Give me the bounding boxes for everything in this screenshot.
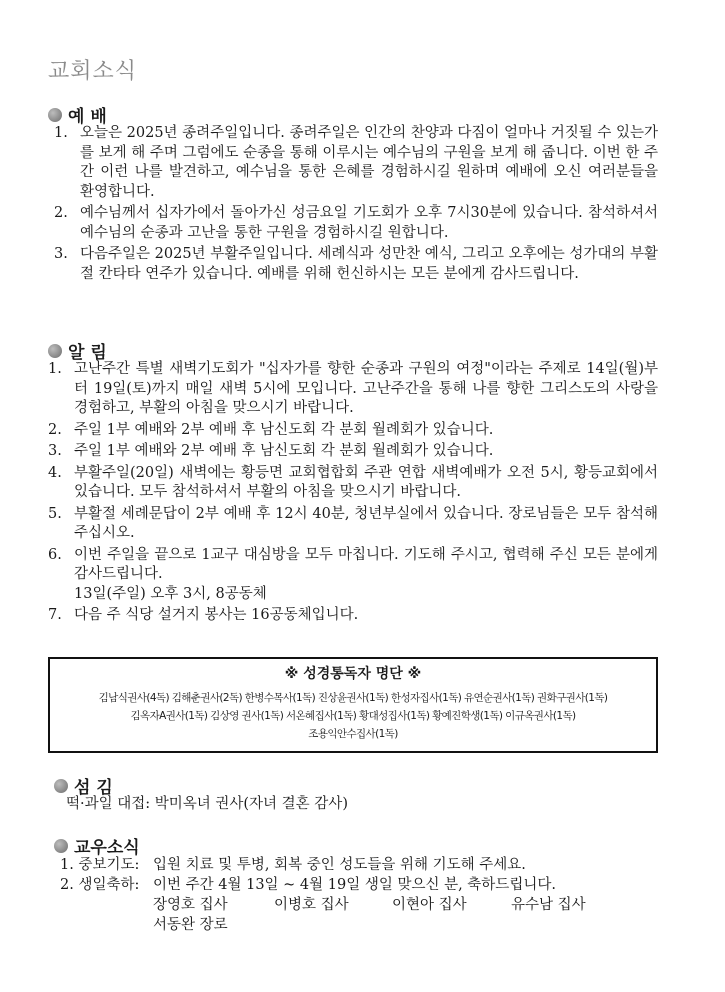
- list-item: [54, 204, 658, 243]
- list-item: [48, 606, 658, 626]
- serving-heading-label: 섬 김: [74, 778, 113, 798]
- birthday-name: 이현아 집사: [392, 897, 467, 913]
- prayer-text: 입원 치료 및 투병, 회복 중인 성도들을 위해 기도해 주세요.: [153, 857, 526, 873]
- bible-readers-box: [48, 657, 658, 753]
- list-item: [48, 464, 658, 503]
- item-number: 3.: [54, 246, 68, 262]
- item-number: 5.: [48, 505, 62, 522]
- notice-list: [48, 360, 658, 626]
- worship-heading-label: 예 배: [68, 107, 107, 127]
- birthday-label: 2. 생일축하:: [60, 877, 140, 893]
- item-text: 고난주간 특별 새벽기도회가 "십자가를 향한 순종과 구원의 여정"이라는 주제로 14일(월)부터 19일(토)까지 매일 새벽 5시에 모입니다. 고난주간을 통해 나를 향한 그리스도의 사랑을 경험하고, 부활의 아침을 맞으시기 바랍니다.: [74, 361, 658, 416]
- birthday-name: 이병호 집사: [274, 897, 349, 913]
- item-number: 1.: [54, 125, 68, 141]
- serving-text: 떡·과일 대접: 박미옥녀 권사(자녀 결혼 감사): [66, 796, 348, 812]
- bullet-icon: [48, 108, 62, 122]
- bullet-icon: [48, 344, 62, 358]
- members-heading-label: 교우소식: [74, 838, 140, 858]
- item-text: 이번 주일을 끝으로 1교구 대심방을 모두 마칩니다. 기도해 주시고, 협력해 주신 모든 분에게 감사드립니다.: [74, 546, 658, 582]
- bible-readers-title: ※ 성경통독자 명단 ※: [284, 666, 422, 682]
- item-subtext: 13일(주일) 오후 3시, 8공동체: [74, 585, 267, 602]
- page-title: 교회소식: [48, 59, 138, 84]
- item-number: 6.: [48, 546, 62, 563]
- bullet-icon: [54, 839, 68, 853]
- prayer-label: 1. 중보기도:: [60, 857, 140, 873]
- notice-heading-label: 알 림: [68, 343, 107, 363]
- item-text: 주일 1부 예배와 2부 예배 후 남신도회 각 분회 월례회가 있습니다.: [74, 443, 494, 459]
- list-item: [48, 421, 658, 441]
- list-item: [48, 360, 658, 419]
- item-text: 주일 1부 예배와 2부 예배 후 남신도회 각 분회 월례회가 있습니다.: [74, 421, 494, 438]
- item-text: 부활절 세례문답이 2부 예배 후 12시 40분, 청년부실에서 있습니다. 장로님들은 모두 참석해 주십시오.: [74, 505, 658, 541]
- item-text: 예수님께서 십자가에서 돌아가신 성금요일 기도회가 오후 7시30분에 있습니다. 참석하셔서 예수님의 순종과 고난을 통한 구원을 경험하시길 원합니다.: [80, 205, 658, 241]
- item-text: 다음 주 식당 설거지 봉사는 16공동체입니다.: [74, 607, 359, 623]
- list-item: [48, 442, 658, 462]
- bible-readers-line: 조용익안수집사(1독): [308, 728, 398, 740]
- bullet-icon: [54, 779, 68, 793]
- item-text: 부활주일(20일) 새벽에는 황등면 교회협합회 주관 연합 새벽예배가 오전 5시, 황등교회에서 있습니다. 모두 참석하셔서 부활의 아침을 맞으시기 바랍니다.: [74, 464, 658, 500]
- item-number: 7.: [48, 607, 62, 623]
- bible-readers-line: 김옥자A권사(1독) 김상영 권사(1독) 서온혜집사(1독) 황대성집사(1독) 황예진학생(1독) 이규옥권사(1독): [130, 710, 576, 722]
- list-item: [48, 546, 658, 605]
- item-number: 2.: [48, 421, 62, 438]
- item-number: 1.: [48, 361, 62, 377]
- list-item: [48, 505, 658, 544]
- birthday-text: 이번 주간 4월 13일 ~ 4월 19일 생일 맞으신 분, 축하드립니다.: [153, 877, 556, 893]
- members-heading: [54, 833, 140, 858]
- worship-list: [54, 124, 658, 284]
- birthday-name: 장영호 집사: [153, 897, 228, 913]
- birthday-name: 유수남 집사: [511, 897, 586, 913]
- list-item: [54, 124, 658, 202]
- item-number: 3.: [48, 443, 62, 459]
- item-text: 오늘은 2025년 종려주일입니다. 종려주일은 인간의 찬양과 다짐이 얼마나 거짓될 수 있는가를 보게 해 주며 그럼에도 순종을 통해 이루시는 예수님의 구원을 보게 해 줍니다. 이번 한 주간 이런 나를 발견하고, 예수님을 통한 은혜를 경험하시길 원하며 예배에 오신 여러분들을 환영합니다.: [80, 125, 658, 200]
- item-number: 4.: [48, 464, 62, 481]
- bible-readers-line: 김남식권사(4독) 김해춘권사(2독) 한병수목사(1독) 진상윤권사(1독) 한성자집사(1독) 유연순권사(1독) 권화구권사(1독): [98, 692, 608, 704]
- item-text: 다음주일은 2025년 부활주일입니다. 세례식과 성만찬 예식, 그리고 오후에는 성가대의 부활절 칸타타 연주가 있습니다. 예배를 위해 헌신하시는 모든 분에게 감사드립니다.: [80, 246, 658, 282]
- item-number: 2.: [54, 205, 68, 221]
- birthday-name: 서동완 장로: [153, 917, 228, 933]
- list-item: [54, 245, 658, 284]
